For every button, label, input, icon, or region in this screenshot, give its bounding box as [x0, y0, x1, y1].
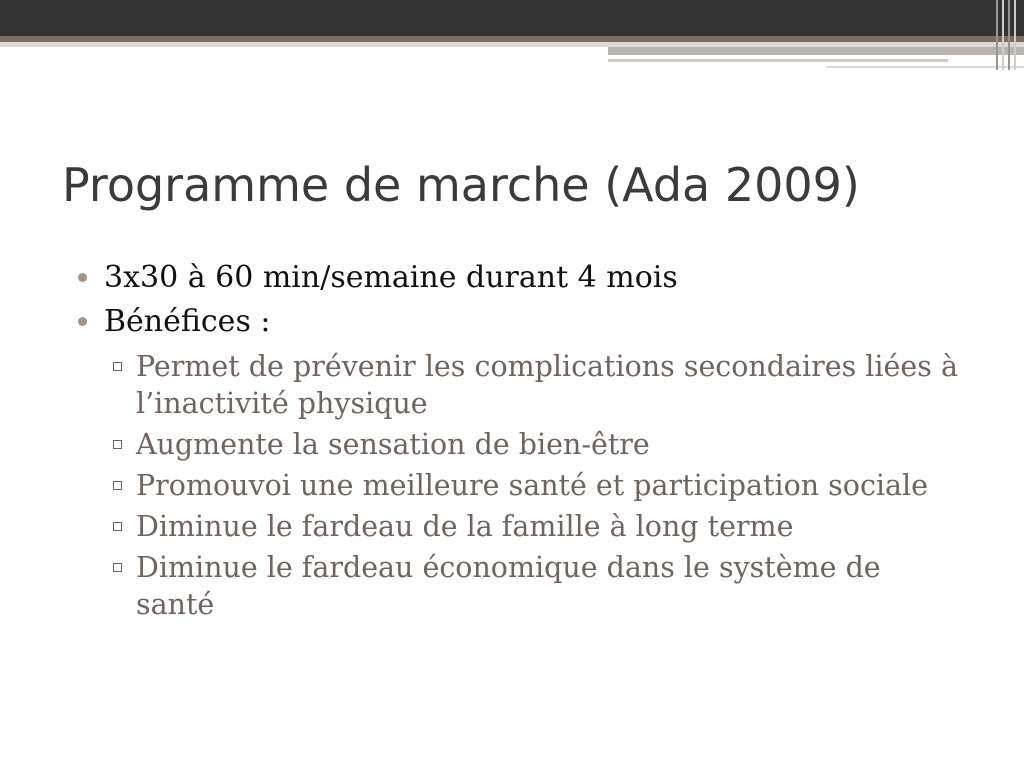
sub-bullet-text: Augmente la sensation de bien-être — [136, 428, 650, 461]
sub-bullet-text: Diminue le fardeau de la famille à long terme — [136, 510, 794, 543]
header-bar-dark — [0, 0, 1024, 36]
header-line — [608, 59, 948, 62]
sub-bullet-item — [136, 549, 958, 623]
square-bullet-icon — [113, 522, 122, 531]
sub-bullet-item — [136, 426, 958, 463]
bullet-dot-icon — [78, 273, 87, 282]
header-line-secondary — [826, 66, 1024, 68]
header-stripe — [1014, 0, 1016, 70]
header-stripe — [996, 0, 998, 70]
header-stripe — [1008, 0, 1010, 70]
sub-bullet-item — [136, 508, 958, 545]
sub-bullet-item — [136, 348, 958, 422]
square-bullet-icon — [113, 362, 122, 371]
sub-bullet-item — [136, 467, 958, 504]
bullet-text: Bénéfices : — [104, 304, 271, 339]
square-bullet-icon — [113, 440, 122, 449]
header-bar-accent — [608, 47, 1024, 55]
square-bullet-icon — [113, 481, 122, 490]
sub-bullet-text: Promouvoi une meilleure santé et participation sociale — [136, 469, 929, 502]
bullet-text: 3x30 à 60 min/semaine durant 4 mois — [104, 260, 678, 295]
slide-title: Programme de marche (Ada 2009) — [62, 158, 860, 212]
header-stripe — [1002, 0, 1004, 70]
slide-content — [78, 256, 958, 623]
bullet-dot-icon — [78, 317, 87, 326]
square-bullet-icon — [113, 563, 122, 572]
sub-bullet-text: Diminue le fardeau économique dans le système de santé — [136, 551, 881, 621]
sub-bullet-text: Permet de prévenir les complications secondaires liées à l’inactivité physique — [136, 350, 958, 420]
bullet-item — [78, 256, 958, 300]
bullet-item — [78, 300, 958, 344]
